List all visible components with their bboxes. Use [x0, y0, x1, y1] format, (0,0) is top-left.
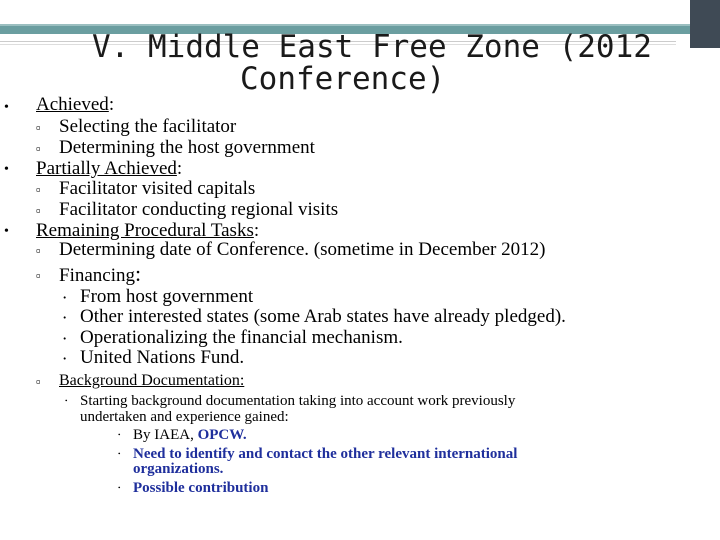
background-sub-identify-line2: organizations. [133, 461, 224, 477]
bullet-l3-icon: ⋅ [62, 351, 68, 368]
background-sub-identify-line1: Need to identify and contact the other relevant international [133, 446, 518, 462]
slide-title-line1: V. Middle East Free Zone (2012 [92, 29, 652, 65]
section-partially [36, 159, 182, 179]
financing-item: United Nations Fund. [80, 347, 245, 368]
bullet-l2-icon: ▫ [36, 268, 41, 283]
background-sub-iaea [133, 427, 247, 443]
bullet-l1-icon: • [4, 100, 9, 115]
bullet-l5-icon: ⋅ [117, 427, 122, 442]
achieved-item: Selecting the facilitator [59, 116, 237, 137]
achieved-item: Determining the host government [59, 137, 315, 158]
section-achieved-label: Achieved [36, 94, 109, 115]
background-documentation-label [59, 372, 244, 389]
bullet-l3-icon: ⋅ [62, 310, 68, 327]
financing-colon: : [135, 261, 142, 286]
background-sub-contribution: Possible contribution [133, 480, 269, 496]
section-achieved [36, 95, 114, 115]
bullet-l3-icon: ⋅ [62, 290, 68, 307]
bullet-l1-icon: • [4, 224, 9, 239]
section-remaining-colon: : [253, 220, 260, 241]
background-label-text: Background Documentation: [59, 372, 245, 389]
iaea-prefix: By IAEA, [133, 427, 198, 443]
bullet-l2-icon: ▫ [36, 141, 41, 156]
bullet-l2-icon: ▫ [36, 374, 41, 389]
bullet-l2-icon: ▫ [36, 243, 41, 258]
opcw-highlight: OPCW. [197, 427, 247, 443]
section-partially-label: Partially Achieved [36, 158, 177, 179]
bullet-l4-icon: ⋅ [64, 393, 69, 408]
section-achieved-colon: : [108, 94, 115, 115]
background-item-line1: Starting background documentation taking into account work previously [80, 393, 516, 409]
remaining-financing [59, 261, 142, 286]
bullet-l2-icon: ▫ [36, 203, 41, 218]
financing-item: Operationalizing the financial mechanism. [80, 327, 403, 348]
bullet-l3-icon: ⋅ [62, 331, 68, 348]
bullet-l1-icon: • [4, 162, 9, 177]
slide-title-line2: Conference) [240, 61, 446, 97]
bullet-l5-icon: ⋅ [117, 446, 122, 461]
section-partially-colon: : [176, 158, 183, 179]
remaining-date-item: Determining date of Conference. (sometime in December 2012) [59, 239, 546, 260]
bullet-l2-icon: ▫ [36, 120, 41, 135]
bullet-l5-icon: ⋅ [117, 480, 122, 495]
section-remaining [36, 221, 259, 241]
partially-item: Facilitator conducting regional visits [59, 199, 339, 220]
financing-item: Other interested states (some Arab states have already pledged). [80, 306, 566, 327]
financing-label: Financing [59, 265, 135, 286]
partially-item: Facilitator visited capitals [59, 178, 256, 199]
financing-item: From host government [80, 286, 254, 307]
bullet-l2-icon: ▫ [36, 182, 41, 197]
section-remaining-label: Remaining Procedural Tasks [36, 220, 254, 241]
background-item-line2: undertaken and experience gained: [80, 409, 289, 425]
